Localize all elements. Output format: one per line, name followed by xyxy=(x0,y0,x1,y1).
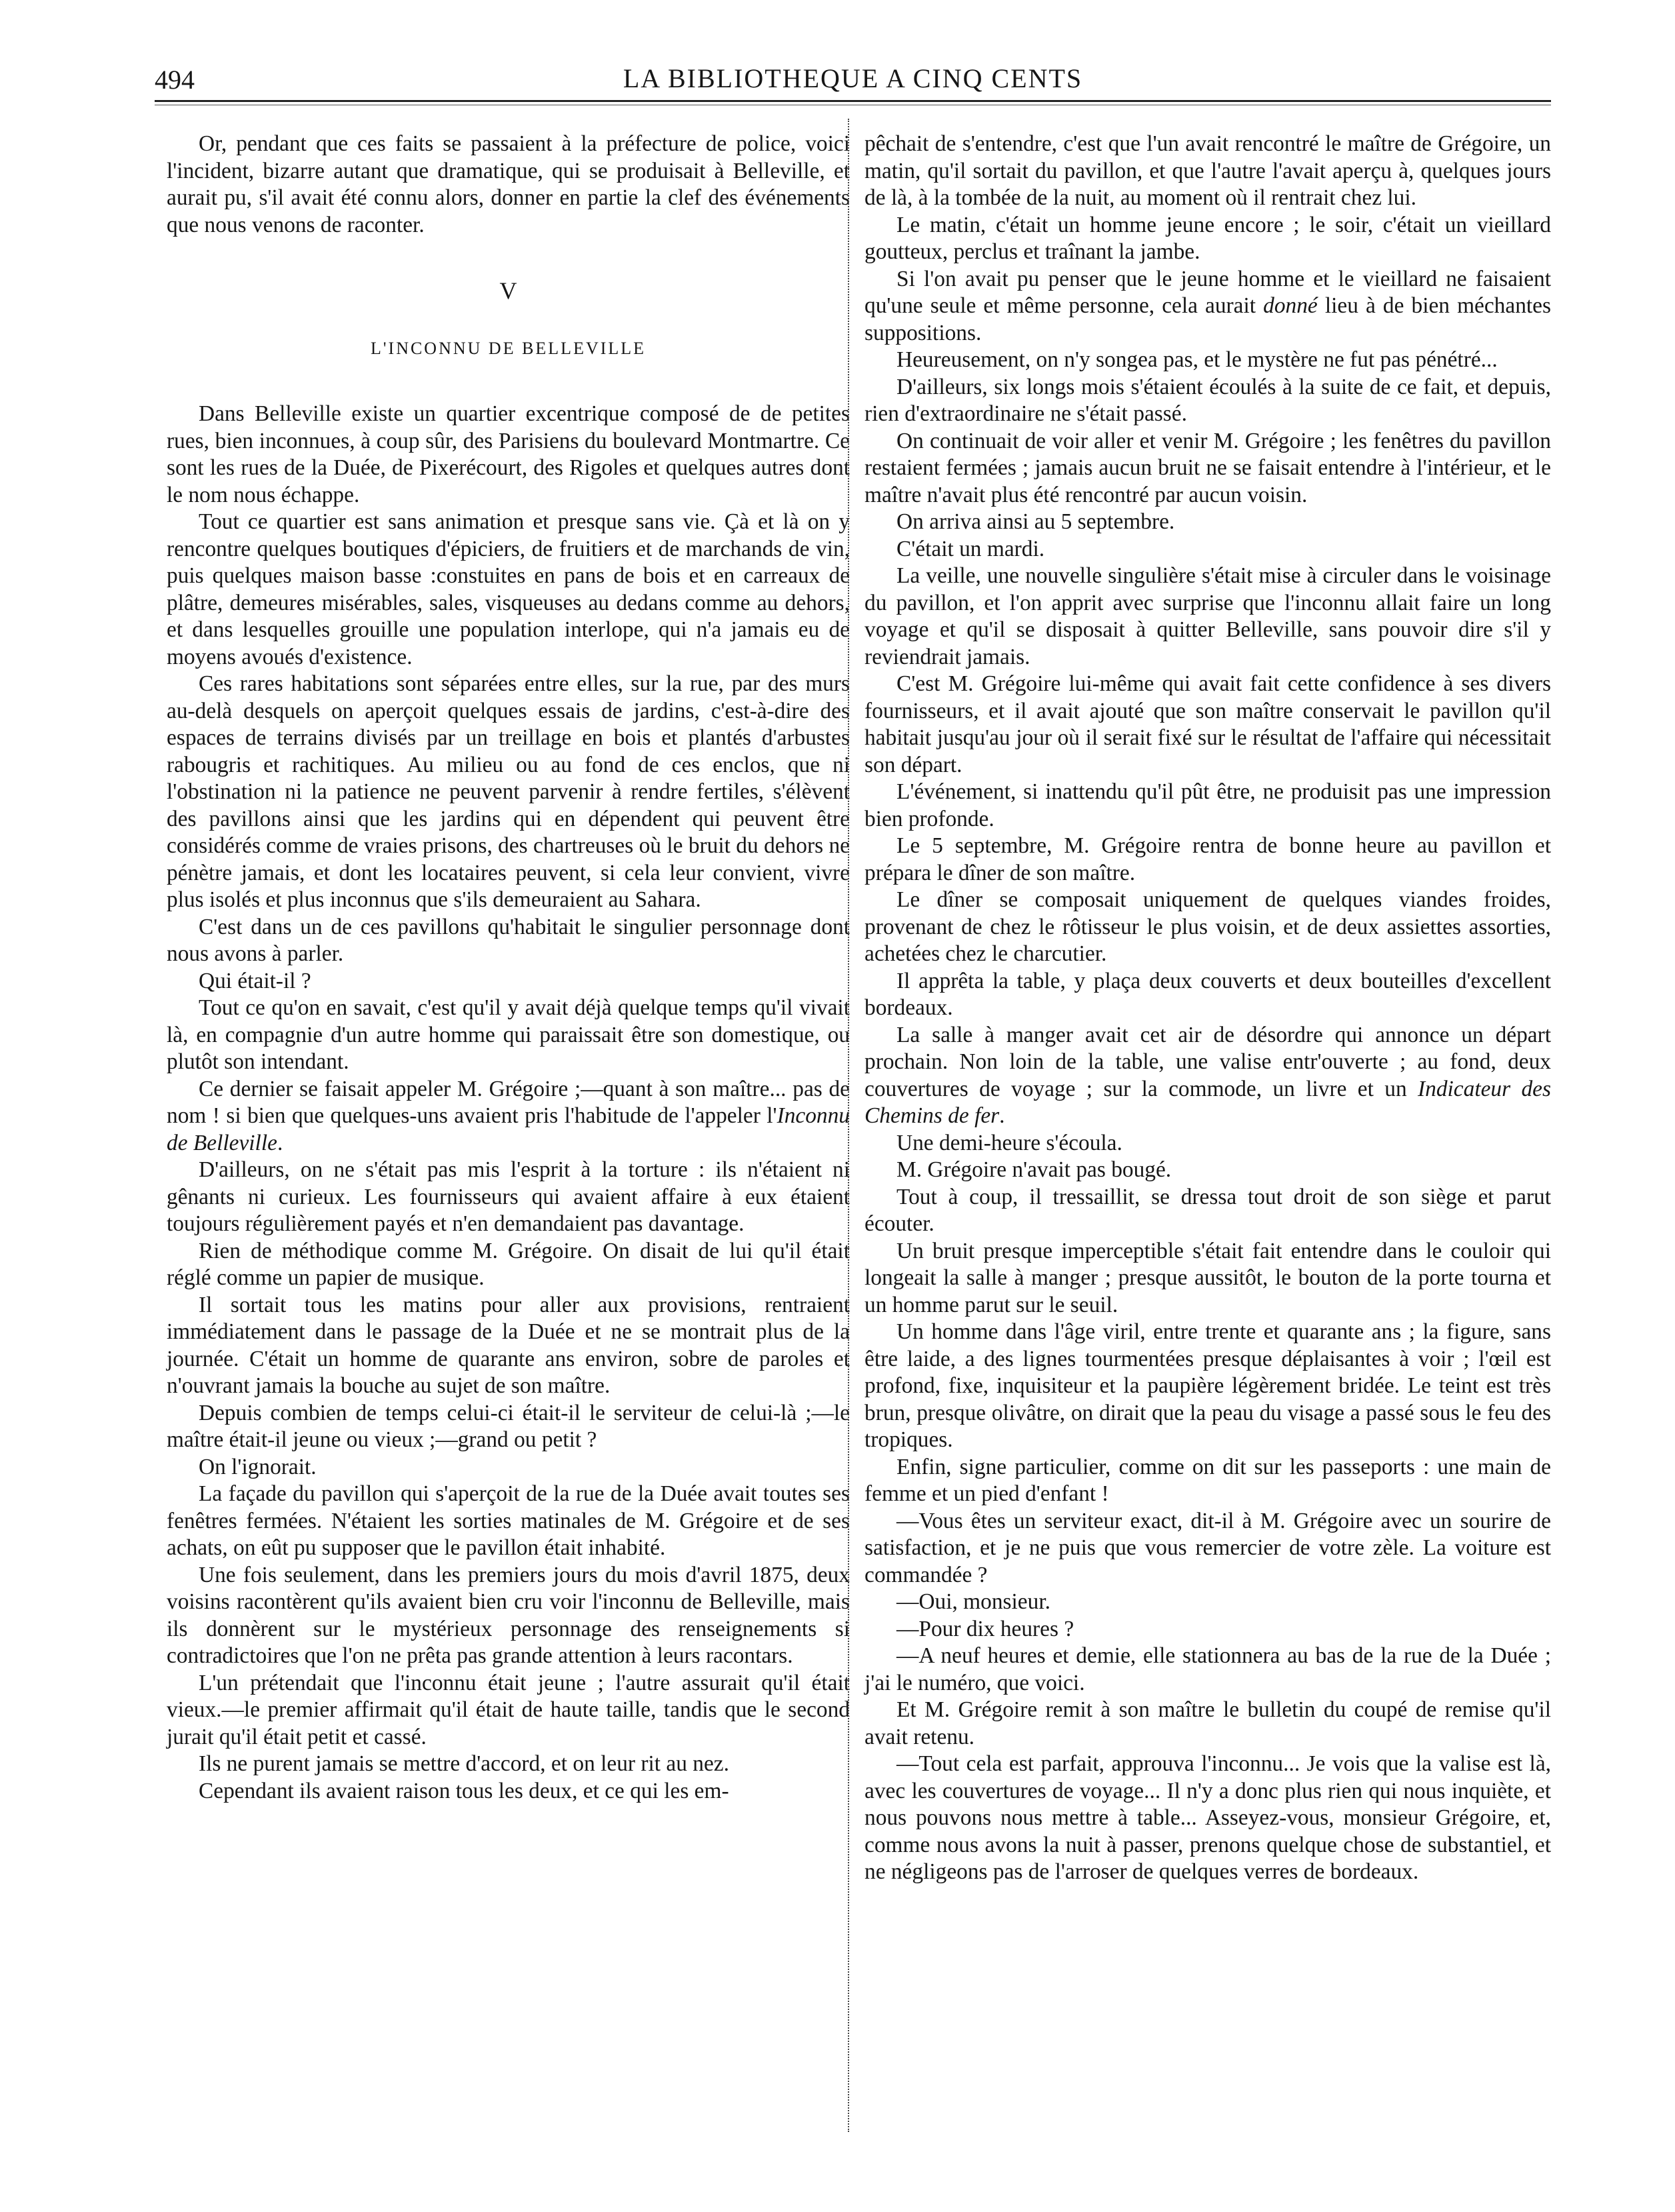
paragraph: On l'ignorait. xyxy=(199,1454,317,1479)
text-run: lieu à de bien méchantes suppositions. xyxy=(864,293,1551,345)
right-column xyxy=(864,131,1551,1886)
paragraph: Une fois seulement, dans les premiers jours du mois d'avril 1875, deux voisins racontèrent qu'ils avaient bien cru voir l'inconnu de Belleville, mais ils donnèrent sur le mystérieux personnage des renseignements si contradictoires que l'on ne prêta pas grande attention à leurs racontars. xyxy=(167,1562,850,1668)
paragraph: On continuait de voir aller et venir M. Grégoire ; les fenêtres du pavillon restaient fermées ; jamais aucun bruit ne se faisait entendre à l'intérieur, et le maître n'avait plus été rencontré par aucun voisin. xyxy=(864,428,1551,507)
paragraph: On arriva ainsi au 5 septembre. xyxy=(896,509,1175,534)
paragraph: Un bruit presque imperceptible s'était fait entendre dans le couloir qui longeait la salle à manger ; presque aussitôt, le bouton de la porte tourna et un homme parut sur le seuil. xyxy=(864,1238,1551,1317)
paragraph: Tout ce quartier est sans animation et presque sans vie. Çà et là on y rencontre quelques boutiques d'épiciers, de fruitiers et de marchands de vin, puis quelques maison basse :constuites en pans de bois et en carreaux de plâtre, demeures misérables, sales, visqueuses au dedans comme au dehors, et dans lesquelles grouille une population interlope, qui n'a jamais eu de moyens avoués d'existence. xyxy=(167,509,850,669)
paragraph: D'ailleurs, six longs mois s'étaient écoulés à la suite de ce fait, et depuis, rien d'extraordinaire ne s'était passé. xyxy=(864,374,1551,426)
paragraph: Or, pendant que ces faits se passaient à la préfecture de police, voici l'incident, bizarre autant que dramatique, qui se produisait à Belleville, et aurait pu, s'il avait été connu alors, donner en partie la clef des événements que nous venons de raconter. xyxy=(167,131,850,237)
paragraph: —A neuf heures et demie, elle stationnera au bas de la rue de la Duée ; j'ai le numéro, que voici. xyxy=(864,1643,1551,1695)
paragraph: Depuis combien de temps celui-ci était-il le serviteur de celui-là ;—le maître était-il jeune ou vieux ;—grand ou petit ? xyxy=(167,1400,850,1452)
column-divider xyxy=(848,119,849,2132)
page-number: 494 xyxy=(155,65,195,95)
paragraph: C'était un mardi. xyxy=(896,536,1045,561)
paragraph: Et M. Grégoire remit à son maître le bulletin du coupé de remise qu'il avait retenu. xyxy=(864,1697,1551,1749)
left-column xyxy=(167,131,850,1805)
header-rule xyxy=(155,100,1551,102)
paragraph: Ils ne purent jamais se mettre d'accord, et on leur rit au nez. xyxy=(199,1751,729,1776)
text-run: . xyxy=(999,1103,1005,1128)
paragraph xyxy=(864,266,1551,347)
paragraph: Le 5 septembre, M. Grégoire rentra de bonne heure au pavillon et prépara le dîner de son maître. xyxy=(864,833,1551,885)
paragraph: —Tout cela est parfait, approuva l'inconnu... Je vois que la valise est là, avec les couvertures de voyage... Il n'y a donc plus rien qui nous inquiète, et nous pouvons nous mettre à table... Asseyez-vous, monsieur Grégoire, et, comme nous avons la nuit à passer, prenons quelque chose de substantiel, et ne négligeons pas de l'arroser de quelques verres de bordeaux. xyxy=(864,1751,1551,1884)
italic-run: Indicateur des Chemins de fer xyxy=(864,1076,1551,1128)
text-run: Ce dernier se faisait appeler M. Grégoire ;—quant à son maître... pas de nom ! si bien que quelques-uns avaient pris l'habitude de l'appeler l' xyxy=(167,1076,850,1128)
text-run: . xyxy=(277,1130,283,1155)
paragraph: C'est dans un de ces pavillons qu'habitait le singulier personnage dont nous avons à parler. xyxy=(167,914,850,966)
paragraph: —Pour dix heures ? xyxy=(896,1616,1074,1641)
paragraph: Un homme dans l'âge viril, entre trente et quarante ans ; la figure, sans être laide, a des lignes tourmentées presque déplaisantes à voir ; l'œil est profond, fixe, inquisiteur et la paupière légèrement bridée. Le teint est très brun, presque olivâtre, on dirait que la peau du visage a passé sous le feu des tropiques. xyxy=(864,1319,1551,1452)
chapter-title: L'INCONNU DE BELLEVILLE xyxy=(370,338,647,358)
paragraph: —Oui, monsieur. xyxy=(896,1589,1050,1614)
paragraph: —Vous êtes un serviteur exact, dit-il à M. Grégoire avec un sourire de satisfaction, et je ne puis que vous remercier de votre zèle. La voiture est commandée ? xyxy=(864,1508,1551,1587)
paragraph: La façade du pavillon qui s'aperçoit de la rue de la Duée avait toutes ses fenêtres fermées. N'étaient les sorties matinales de M. Grégoire et de ses achats, on eût pu supposer que le pavillon était inhabité. xyxy=(167,1481,850,1560)
paragraph: D'ailleurs, on ne s'était pas mis l'esprit à la torture : ils n'étaient ni gênants ni curieux. Les fournisseurs qui avaient affaire à eux étaient toujours régulièrement payés et n'en demandaient pas davantage. xyxy=(167,1157,850,1236)
paragraph: La veille, une nouvelle singulière s'était mise à circuler dans le voisinage du pavillon, et l'on apprit avec surprise que l'inconnu allait faire un long voyage et qu'il se disposait à quitter Belleville, sans pouvoir dire s'il y reviendrait jamais. xyxy=(864,563,1551,669)
paragraph: Une demi-heure s'écoula. xyxy=(896,1130,1122,1155)
paragraph: Tout ce qu'on en savait, c'est qu'il y avait déjà quelque temps qu'il vivait là, en compagnie d'un autre homme qui paraissait être son domestique, ou plutôt son intendant. xyxy=(167,995,850,1074)
paragraph: L'événement, si inattendu qu'il pût être, ne produisit pas une impression bien profonde. xyxy=(864,779,1551,831)
page-header xyxy=(155,60,1551,97)
italic-run: Inconnu de Belleville xyxy=(167,1103,850,1155)
paragraph: Le matin, c'était un homme jeune encore ; le soir, c'était un vieillard goutteux, perclus et traînant la jambe. xyxy=(864,212,1551,264)
chapter-number: V xyxy=(499,277,517,304)
paragraph: Cependant ils avaient raison tous les deux, et ce qui les em- xyxy=(199,1778,729,1803)
italic-run: donné xyxy=(1263,293,1318,318)
text-run: La salle à manger avait cet air de désordre qui annonce un départ prochain. Non loin de la table, une valise entr'ouverte ; au fond, deux couvertures de voyage ; sur la commode, un livre et un xyxy=(864,1022,1551,1101)
paragraph: C'est M. Grégoire lui-même qui avait fait cette confidence à ses divers fournisseurs, et il avait ajouté que son maître conservait le pavillon qu'il habitait jusqu'au jour où il serait fixé sur le résultat de l'affaire qui nécessitait son départ. xyxy=(864,671,1551,777)
paragraph xyxy=(167,1076,850,1157)
paragraph: Il apprêta la table, y plaça deux couverts et deux bouteilles d'excellent bordeaux. xyxy=(864,968,1551,1020)
paragraph: Dans Belleville existe un quartier excentrique composé de de petites rues, bien inconnues, à coup sûr, des Parisiens du boulevard Montmartre. Ce sont les rues de la Duée, de Pixerécourt, des Rigoles et quelques autres dont le nom nous échappe. xyxy=(167,401,850,507)
running-title: LA BIBLIOTHEQUE A CINQ CENTS xyxy=(623,63,1083,93)
paragraph: Heureusement, on n'y songea pas, et le mystère ne fut pas pénétré... xyxy=(896,347,1498,372)
paragraph: L'un prétendait que l'inconnu était jeune ; l'autre assurait qu'il était vieux.—le premier affirmait qu'il était de haute taille, tandis que le second jurait qu'il était petit et cassé. xyxy=(167,1670,850,1749)
paragraph xyxy=(864,1022,1551,1130)
paragraph: Le dîner se composait uniquement de quelques viandes froides, provenant de chez le rôtisseur le plus voisin, et de deux assiettes assorties, achetées chez le charcutier. xyxy=(864,887,1551,966)
paragraph: pêchait de s'entendre, c'est que l'un avait rencontré le maître de Grégoire, un matin, qu'il sortait du pavillon, et que l'autre l'avait aperçu à, quelques jours de là, à la tombée de la nuit, au moment où il rentrait chez lui. xyxy=(864,131,1551,210)
paragraph: Tout à coup, il tressaillit, se dressa tout droit de son siège et parut écouter. xyxy=(864,1184,1551,1236)
paragraph: Ces rares habitations sont séparées entre elles, sur la rue, par des murs au-delà desquels on aperçoit quelques essais de jardins, c'est-à-dire des espaces de terrains divisés par un treillage en bois et plantés d'arbustes rabougris et rachitiques. Au milieu ou au fond de ces enclos, que ni l'obstination ni la patience ne peuvent parvenir à rendre fertiles, s'élèvent des pavillons ainsi que les jardins qui en dépendent qui peuvent être considérés comme de vraies prisons, des chartreuses où le bruit du dehors ne pénètre jamais, et dont les locataires peuvent, si cela leur convient, vivre plus isolés et plus inconnus que s'ils demeuraient au Sahara. xyxy=(167,671,850,912)
paragraph: M. Grégoire n'avait pas bougé. xyxy=(896,1157,1172,1182)
text-run: Si l'on avait pu penser que le jeune homme et le vieillard ne faisaient qu'une seule et même personne, cela aurait xyxy=(864,266,1551,318)
paragraph: Enfin, signe particulier, comme on dit sur les passeports : une main de femme et un pied d'enfant ! xyxy=(864,1454,1551,1506)
paragraph: Qui était-il ? xyxy=(199,968,311,993)
paragraph: Rien de méthodique comme M. Grégoire. On disait de lui qu'il était réglé comme un papier de musique. xyxy=(167,1238,850,1290)
paragraph: Il sortait tous les matins pour aller aux provisions, rentraient immédiatement dans le passage de la Duée et ne se montrait plus de la journée. C'était un homme de quarante ans environ, sobre de paroles et n'ouvrant jamais la bouche au sujet de son maître. xyxy=(167,1292,850,1398)
